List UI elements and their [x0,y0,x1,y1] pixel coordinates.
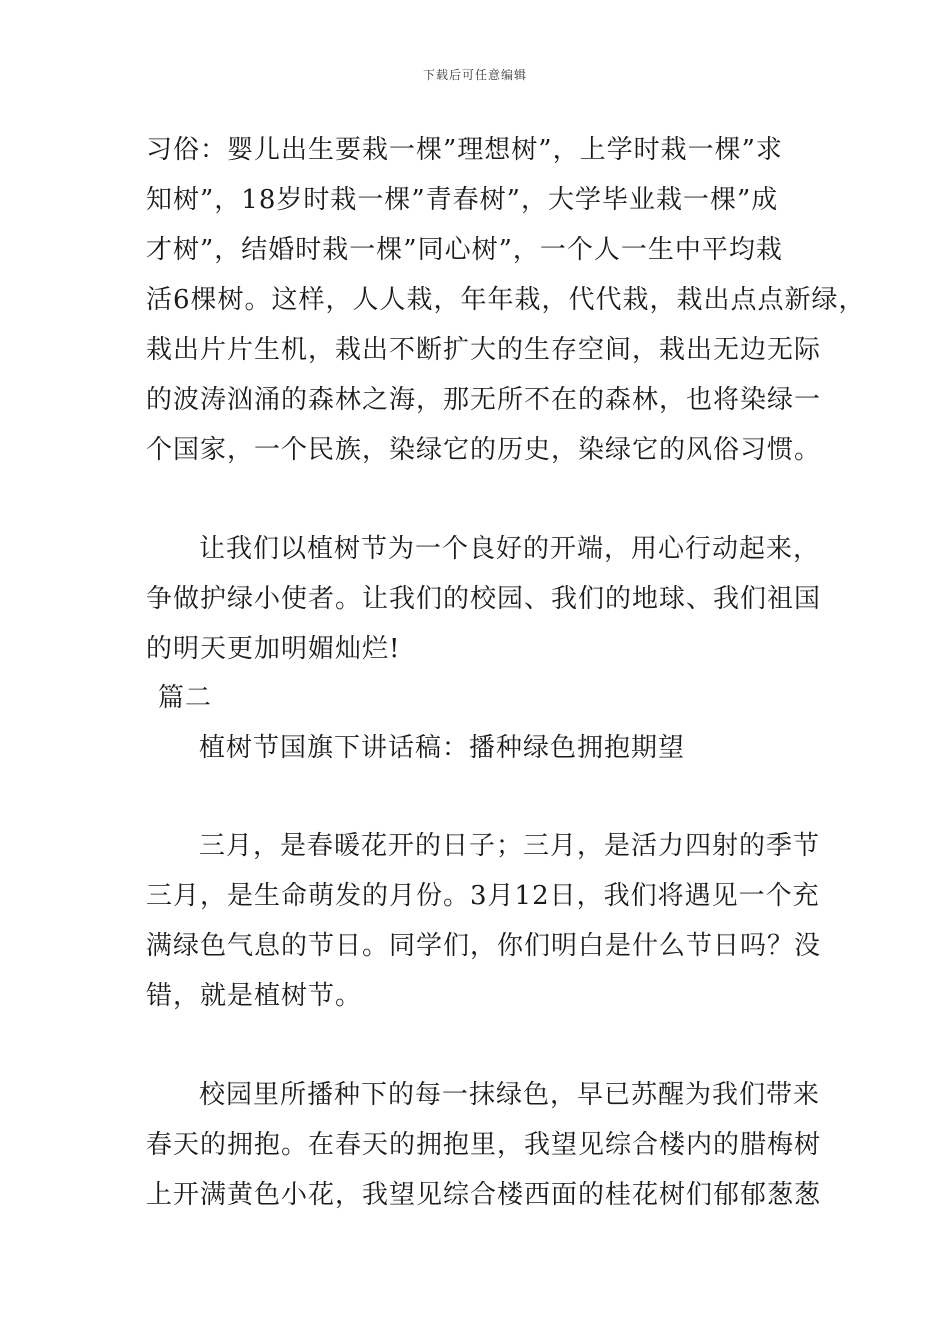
paragraph-line: 的明天更加明媚灿烂! [146,634,401,664]
section-label: 篇二 [158,683,213,713]
paragraph-line: 的波涛汹涌的森林之海，那无所不在的森林，也将染绿一 [146,385,822,415]
paragraph-line: 争做护绿小使者。让我们的校园、我们的地球、我们祖国 [146,584,822,614]
paragraph-line: 让我们以植树节为一个良好的开端，用心行动起来， [199,534,821,564]
paragraph-line: 才树”，结婚时栽一棵”同心树”，一个人一生中平均栽 [146,235,783,265]
paragraph-line: 习俗：婴儿出生要栽一棵”理想树”，上学时栽一棵”求 [146,135,783,165]
paragraph-line: 上开满黄色小花，我望见综合楼西面的桂花树们郁郁葱葱 [146,1180,822,1210]
paragraph-line: 活6棵树。这样，人人栽，年年栽，代代栽，栽出点点新绿， [146,285,866,315]
paragraph-line: 三月，是春暖花开的日子；三月，是活力四射的季节 [199,831,821,861]
paragraph-line: 个国家，一个民族，染绿它的历史，染绿它的风俗习惯。 [146,435,822,465]
paragraph-line: 栽出片片生机，栽出不断扩大的生存空间，栽出无边无际 [146,335,822,365]
paragraph-line: 校园里所播种下的每一抹绿色，早已苏醒为我们带来 [199,1080,821,1110]
paragraph-line: 满绿色气息的节日。同学们，你们明白是什么节日吗？没 [146,931,822,961]
paragraph-line: 知树”，18岁时栽一棵”青春树”，大学毕业栽一棵”成 [146,185,779,215]
paragraph-line: 春天的拥抱。在春天的拥抱里，我望见综合楼内的腊梅树 [146,1130,822,1160]
paragraph-line: 三月，是生命萌发的月份。3月12日，我们将遇见一个充 [146,881,820,911]
paragraph-line: 错，就是植树节。 [146,981,363,1011]
page-header-note: 下载后可任意编辑 [422,68,527,82]
section-title: 植树节国旗下讲话稿：播种绿色拥抱期望 [199,733,686,763]
